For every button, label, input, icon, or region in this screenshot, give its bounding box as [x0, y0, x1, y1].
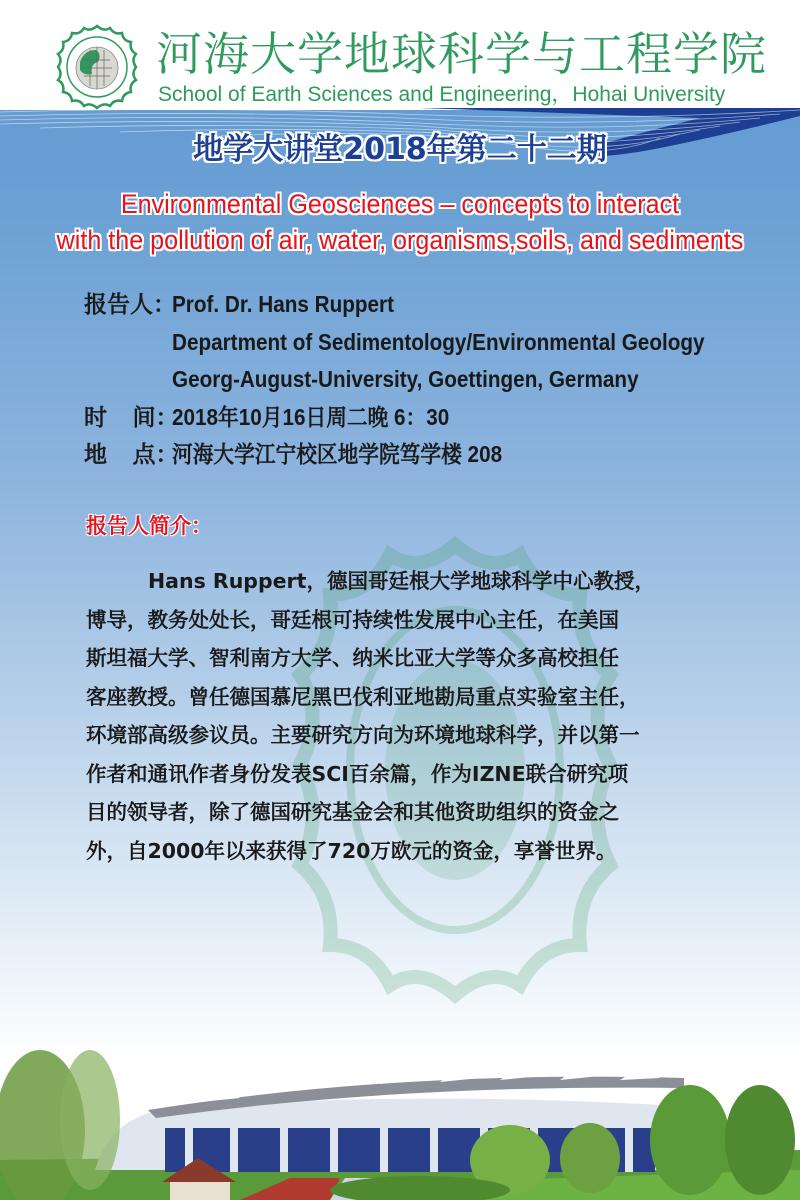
- header-banner: [0, 0, 800, 110]
- talk-title-line-2: with the pollution of air, water, organisms,soils, and sediments: [56, 225, 744, 255]
- bio-line: 博导，教务处处长，哥廷根可持续性发展中心主任，在美国: [86, 607, 619, 632]
- bio-line: Hans Ruppert，德国哥廷根大学地球科学中心教授，: [148, 569, 655, 593]
- school-name-en: School of Earth Sciences and Engineering，Hohai University: [158, 83, 726, 106]
- time-row: [84, 399, 764, 437]
- speaker-name: Prof. Dr. Hans Ruppert: [172, 291, 394, 317]
- time-label: 时 间：: [84, 403, 179, 430]
- bio-line: 作者和通讯作者身份发表SCI百余篇，作为IZNE联合研究项: [86, 761, 629, 786]
- speaker-university: Georg-August-University, Goettingen, Germany: [172, 366, 639, 392]
- place-label: 地 点：: [84, 441, 179, 467]
- talk-title: [28, 186, 772, 258]
- time-value: 2018年10月16日周二晚 6：30: [172, 403, 450, 430]
- lecture-series-title: 地学大讲堂2018年第二十二期: [193, 132, 607, 167]
- lecture-info: [84, 286, 764, 474]
- speaker-department: Department of Sedimentology/Environmental Geology: [172, 328, 705, 355]
- school-emblem-icon: [54, 24, 140, 110]
- speaker-row: [84, 286, 764, 324]
- intro-heading: 报告人简介：: [86, 514, 212, 538]
- place-value: 河海大学江宁校区地学院笃学楼 208: [172, 441, 503, 467]
- place-row: [84, 436, 764, 474]
- bio-line: 客座教授。曾任德国慕尼黑巴伐利亚地勘局重点实验室主任，: [86, 684, 640, 709]
- bio-line: 环境部高级参议员。主要研究方向为环境地球科学，并以第一: [86, 723, 640, 747]
- bio-line: 外，自2000年以来获得了720万欧元的资金，享誉世界。: [86, 838, 617, 863]
- stadium-photo: [0, 1010, 800, 1200]
- bio-line: 目的领导者，除了德国研究基金会和其他资助组织的资金之: [86, 800, 619, 824]
- school-name-cn: 河海大学地球科学与工程学院: [156, 27, 767, 81]
- speaker-dept-row: [84, 324, 764, 362]
- talk-title-line-1: Environmental Geosciences – concepts to interact: [120, 189, 680, 219]
- speaker-label: 报告人：: [84, 291, 176, 317]
- speaker-bio: [86, 562, 726, 870]
- bio-line: 斯坦福大学、智利南方大学、纳米比亚大学等众多高校担任: [86, 646, 619, 670]
- speaker-univ-row: [84, 361, 764, 399]
